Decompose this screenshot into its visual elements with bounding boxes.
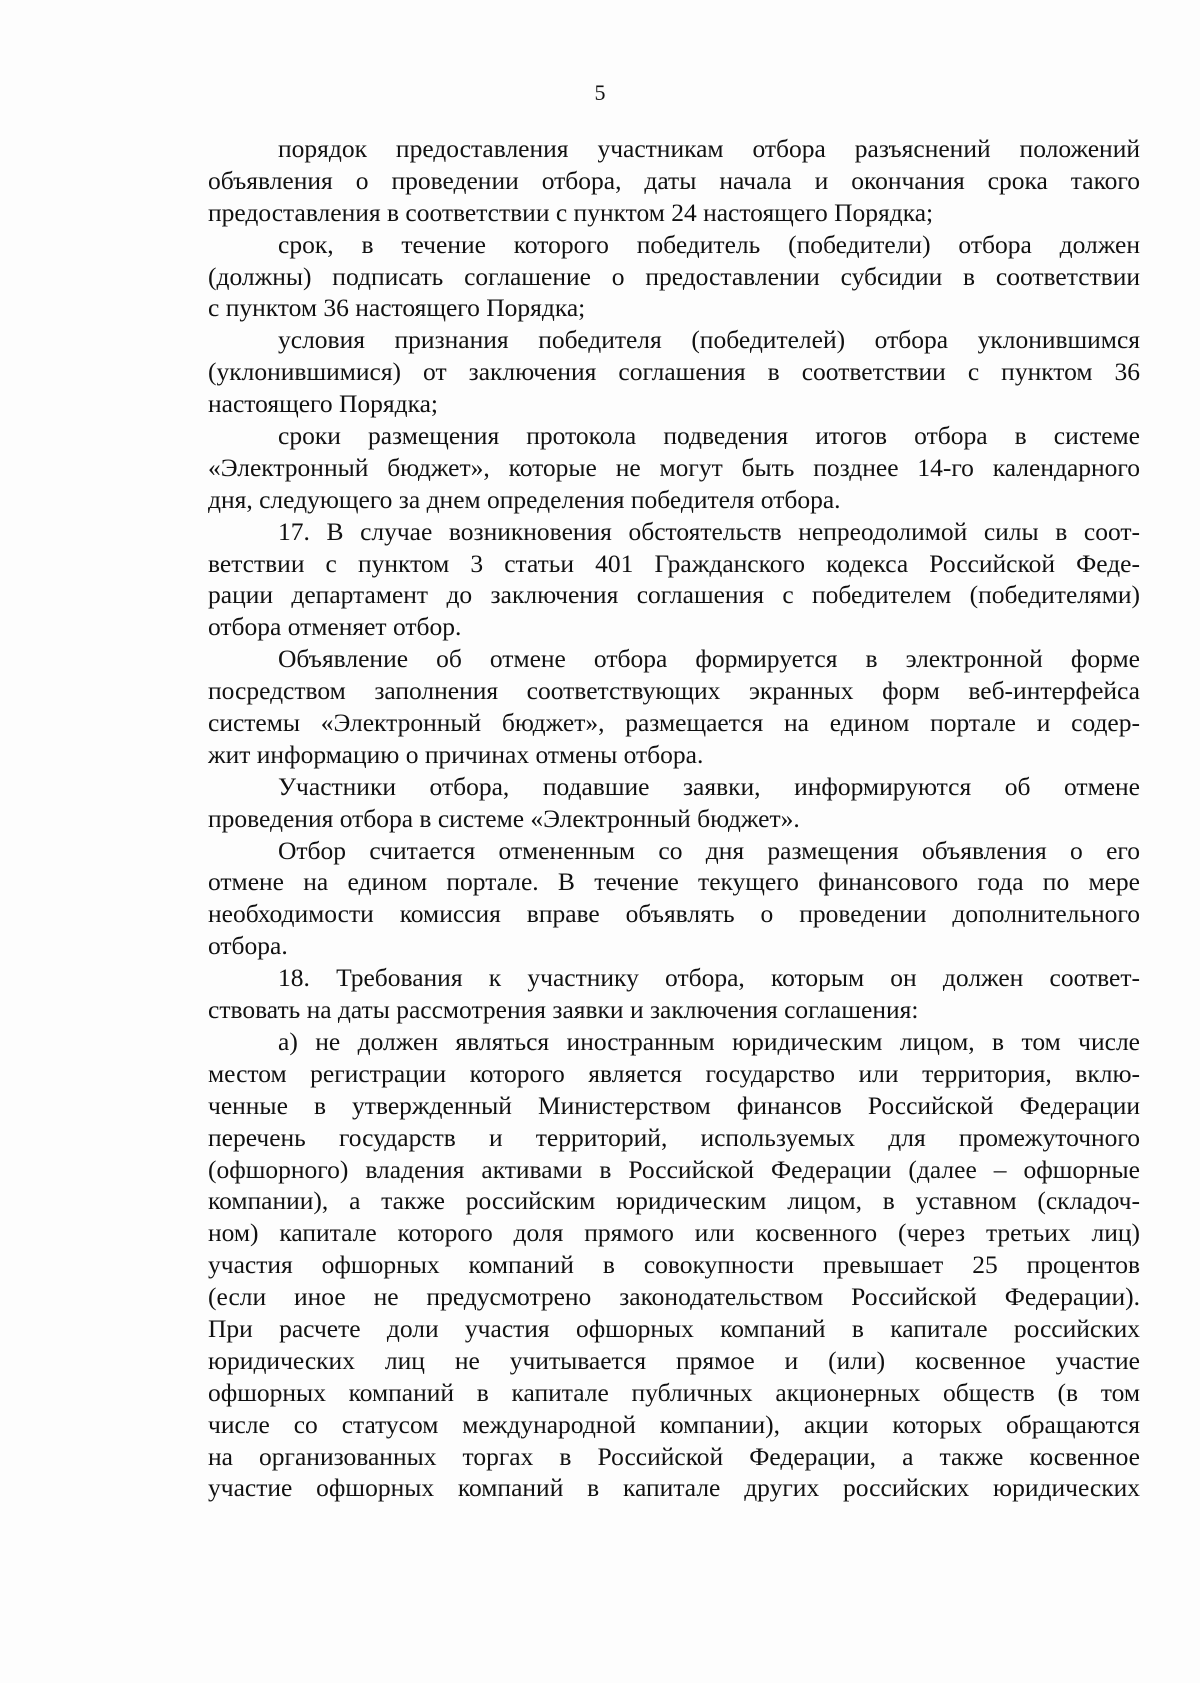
text-line: «Электронный бюджет», которые не могут быть позднее 14-го календарного <box>208 452 1140 482</box>
text-line: проведения отбора в системе «Электронный бюджет». <box>208 803 800 833</box>
text-line: отбора. <box>208 931 288 961</box>
page-number: 5 <box>594 80 606 105</box>
text-line: срок, в течение которого победитель (победители) отбора должен <box>278 229 1140 259</box>
text-line: необходимости комиссия вправе объявлять о проведении дополнительного <box>208 899 1140 929</box>
text-line: условия признания победителя (победителей) отбора уклонившимся <box>278 325 1140 355</box>
text-line: отбора отменяет отбор. <box>208 612 462 642</box>
text-line: (уклонившимися) от заключения соглашения в соответствии с пунктом 36 <box>208 357 1140 387</box>
text-line: настоящего Порядка; <box>208 389 439 419</box>
text-line: ном) капитале которого доля прямого или косвенного (через третьих лиц) <box>208 1218 1140 1248</box>
text-line: (офшорного) владения активами в Российской Федерации (далее – офшорные <box>208 1154 1140 1184</box>
text-line: местом регистрации которого является государство или территория, вклю- <box>208 1058 1140 1088</box>
text-line: Участники отбора, подавшие заявки, информируются об отмене <box>278 771 1140 801</box>
text-line: отмене на едином портале. В течение текущего финансового года по мере <box>208 867 1140 897</box>
text-line: При расчете доли участия офшорных компаний в капитале российских <box>208 1313 1140 1343</box>
text-line: на организованных торгах в Российской Федерации, а также косвенное <box>208 1441 1140 1471</box>
text-line: рации департамент до заключения соглашения с победителем (победителями) <box>208 580 1140 610</box>
text-line: ветствии с пунктом 3 статьи 401 Гражданского кодекса Российской Феде- <box>208 548 1140 578</box>
text-line: компании), а также российским юридическим лицом, в уставном (складоч- <box>208 1186 1140 1216</box>
text-line: системы «Электронный бюджет», размещается на едином портале и содер- <box>208 708 1140 738</box>
text-line: жит информацию о причинах отмены отбора. <box>208 739 704 769</box>
text-line: перечень государств и территорий, используемых для промежуточного <box>208 1122 1140 1152</box>
text-line: сроки размещения протокола подведения итогов отбора в системе <box>278 421 1140 451</box>
text-line: офшорных компаний в капитале публичных акционерных обществ (в том <box>208 1377 1140 1407</box>
text-line: участие офшорных компаний в капитале других российских юридических <box>208 1473 1140 1503</box>
text-line: посредством заполнения соответствующих экранных форм веб-интерфейса <box>208 676 1140 706</box>
text-line: а) не должен являться иностранным юридическим лицом, в том числе <box>278 1026 1140 1056</box>
text-line: порядок предоставления участникам отбора разъяснений положений <box>278 134 1140 163</box>
text-line: (должны) подписать соглашение о предоставлении субсидии в соответствии <box>208 261 1140 291</box>
text-line: объявления о проведении отбора, даты начала и окончания срока такого <box>208 165 1140 195</box>
text-line: ствовать на даты рассмотрения заявки и заключения соглашения: <box>208 995 919 1025</box>
text-line: участия офшорных компаний в совокупности превышает 25 процентов <box>208 1250 1140 1280</box>
text-line: (если иное не предусмотрено законодательством Российской Федерации). <box>208 1282 1140 1312</box>
text-line: 18. Требования к участнику отбора, которым он должен соответ- <box>278 963 1140 993</box>
document-body <box>208 133 1140 1504</box>
text-line: числе со статусом международной компании), акции которых обращаются <box>208 1409 1140 1439</box>
text-line: Отбор считается отмененным со дня размещения объявления о его <box>278 835 1140 865</box>
text-line: ченные в утвержденный Министерством финансов Российской Федерации <box>208 1090 1140 1120</box>
text-line: 17. В случае возникновения обстоятельств непреодолимой силы в соот- <box>278 516 1140 546</box>
text-line: юридических лиц не учитывается прямое и (или) косвенное участие <box>208 1345 1140 1375</box>
text-line: дня, следующего за днем определения победителя отбора. <box>208 484 841 514</box>
text-line: Объявление об отмене отбора формируется в электронной форме <box>278 644 1140 674</box>
text-line: предоставления в соответствии с пунктом 24 настоящего Порядка; <box>208 197 934 227</box>
text-line: с пунктом 36 настоящего Порядка; <box>208 293 586 323</box>
